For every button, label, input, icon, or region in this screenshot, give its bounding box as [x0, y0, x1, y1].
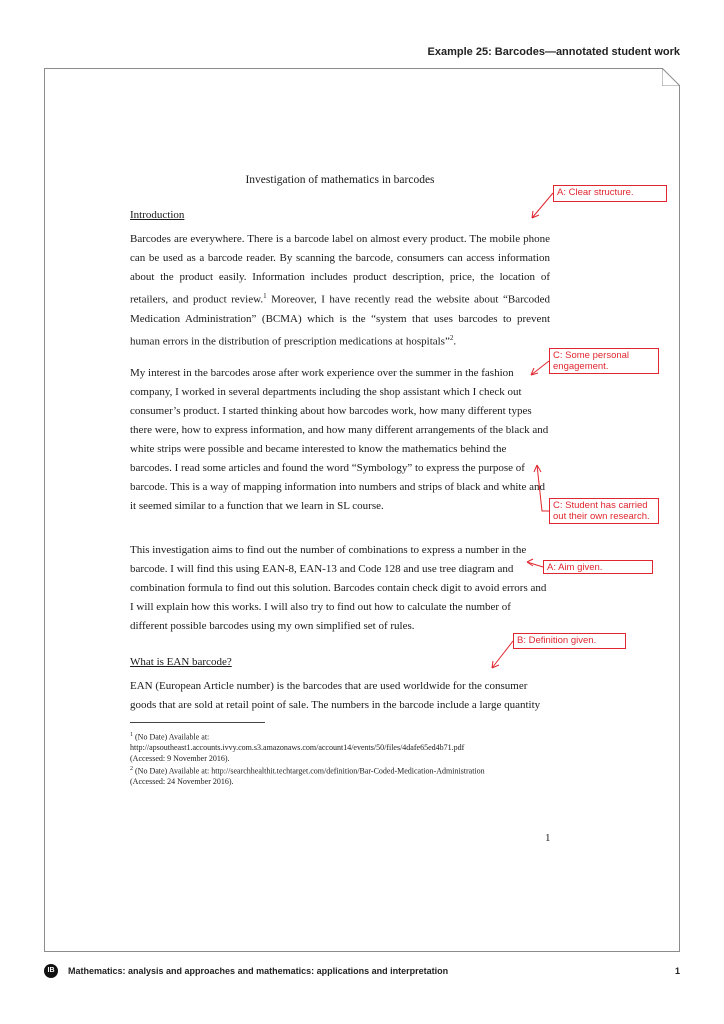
annotation-personal-engagement: C: Some personal engagement. [549, 348, 659, 374]
aim-paragraph: This investigation aims to find out the number of combinations to express a number in the barcode. I will find this using EAN-8, EAN-13 and Code 128 and use tree diagram and combination formula to find out this solution. Barcodes contain check digit to avoid errors and I will explain how this works. I will also try to find out how to calculate the number of different possible barcodes using my own simplified set of rules. [130, 544, 547, 632]
footnote-1-line-1: $^1$ (No Date) Available at: [130, 732, 210, 742]
introduction-heading: Introduction [130, 209, 185, 221]
annotation-aim-given: A: Aim given. [543, 560, 653, 574]
footnote-2-accessed: (Accessed: 24 November 2016). [130, 777, 234, 787]
footnote-1-accessed: (Accessed: 9 November 2016). [130, 753, 230, 763]
arrow-own-research [537, 465, 549, 511]
annotation-own-research: C: Student has carried out their own research. [549, 498, 659, 524]
arrow-clear-structure [532, 193, 553, 218]
arrow-aim-given [527, 562, 543, 567]
footer-course-title: Mathematics: analysis and approaches and mathematics: applications and interpretation [68, 966, 449, 976]
footnote-2-line-1: $^2$ (No Date) Available at: http://searchhealthit.techtarget.com/definition/Bar-Coded-Medication-Administration [130, 766, 485, 776]
ean-heading: What is EAN barcode? [130, 656, 232, 668]
introduction-paragraph: Barcodes are everywhere. There is a barcode label on almost every product. The mobile phone can be used as a barcode reader. By scanning the barcode, consumers can access information about the product easily. Information includes product description, price, the location of retailers, and product review.$^1$ Moreover, I have recently read the website about “Barcoded Medication Administration” (BCMA) which is the “system that uses barcodes to prevent human errors in the distribution of prescription medications at hospitals”$^2$. [130, 233, 551, 348]
ean-paragraph: EAN (European Article number) is the barcodes that are used worldwide for the consumer goods that are sold at retail point of sale. The numbers in the barcode include a large quantity [130, 680, 541, 711]
personal-interest-paragraph: My interest in the barcodes arose after work experience over the summer in the fashion company, I worked in several departments including the shop assistant which I check out consumer’s product. I started thinking about how barcodes work, how many different types there were, how to express information, and how many different arrangements of the black and white strips were possible and became interested to know the mathematics behind the barcodes. I read some articles and found the word “Symbology” to express the purpose of barcode. This is a way of mapping information into numbers and strips of black and white and it seemed similar to a function that we learn in SL course. [130, 367, 549, 512]
arrow-definition-given [492, 641, 513, 668]
footnote-ref-2: 2 [449, 333, 454, 342]
footnote-ref-1: 1 [263, 292, 267, 300]
document-page-number: 1 [545, 832, 551, 844]
ib-logo-icon: IB [44, 964, 58, 978]
footer-page-number: 1 [674, 966, 680, 976]
document-title: Investigation of mathematics in barcodes [245, 174, 435, 186]
annotation-clear-structure: A: Clear structure. [553, 185, 667, 202]
footnote-1-url: http://apsoutheast1.accounts.ivvy.com.s3.amazonaws.com/account14/events/50/files/4dafe65ed4b71.pdf [130, 743, 465, 753]
page-header-title: Example 25: Barcodes—annotated student work [427, 46, 680, 58]
annotation-definition-given: B: Definition given. [513, 633, 626, 649]
